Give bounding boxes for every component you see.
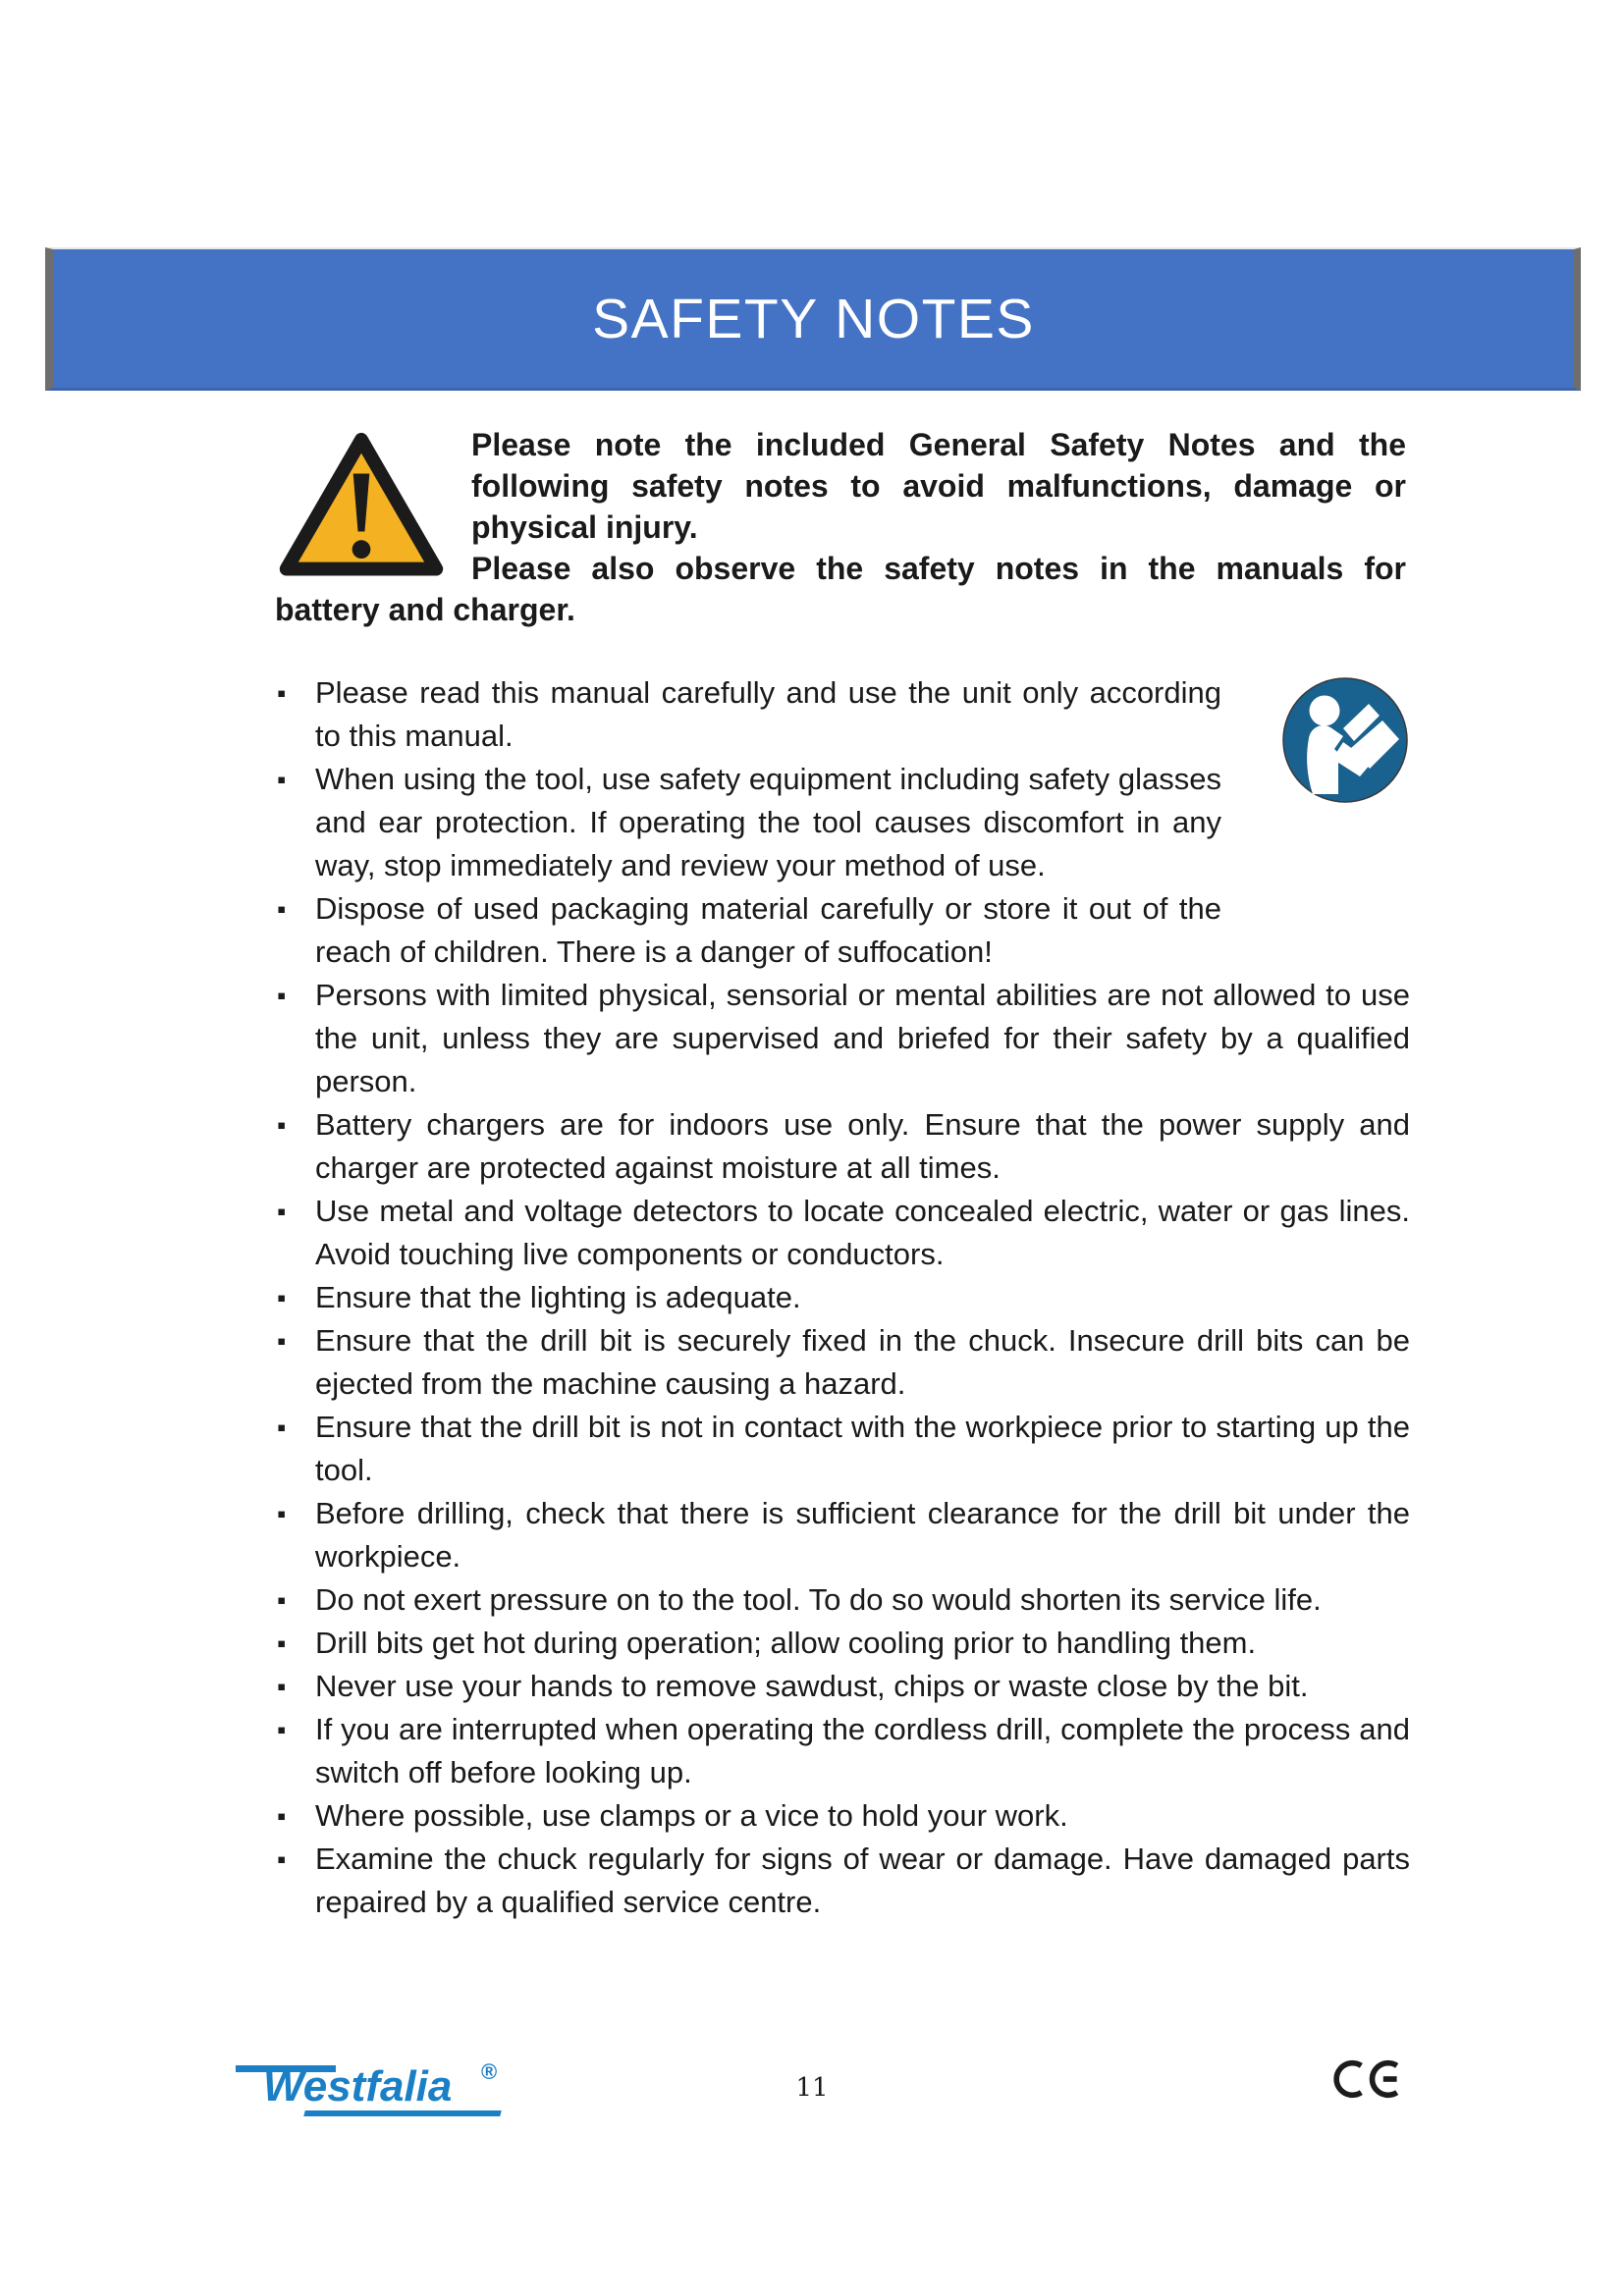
warning-paragraph-2: Please also observe the safety notes in the manuals for battery and charger. [275,551,1406,627]
logo-registered-mark: ® [481,2059,498,2084]
safety-banner [45,247,1581,391]
list-item: ▪ Dispose of used packaging material carefully or store it out of the reach of children. There is a danger of suffocation! [275,887,1410,974]
list-item: ▪ When using the tool, use safety equipment including safety glasses and ear protection. If operating the tool causes discomfort in any way, stop immediately and review your method of use. [275,758,1410,887]
safety-list-section [275,671,1410,1924]
warning-paragraph-1: Please note the included General Safety Notes and the following safety notes to avoid malfunctions, damage or physical injury. [471,427,1406,545]
page-number: 11 [795,2073,829,2103]
page-title: SAFETY NOTES [592,287,1035,350]
list-item: ▪ If you are interrupted when operating the cordless drill, complete the process and switch off before looking up. [275,1708,1410,1794]
list-item: ▪ Please read this manual carefully and use the unit only according to this manual. [275,671,1410,758]
list-item: ▪ Never use your hands to remove sawdust, chips or waste close by the bit. [275,1665,1410,1708]
list-item: ▪ Before drilling, check that there is sufficient clearance for the drill bit under the workpiece. [275,1492,1410,1578]
ce-mark-icon [1333,2054,1406,2105]
list-item: ▪ Examine the chuck regularly for signs of wear or damage. Have damaged parts repaired by a qualified service centre. [275,1838,1410,1924]
list-item: ▪ Do not exert pressure on to the tool. To do so would shorten its service life. [275,1578,1410,1622]
logo-underline [303,2110,501,2116]
list-item: ▪ Ensure that the drill bit is securely fixed in the chuck. Insecure drill bits can be ejected from the machine causing a hazard. [275,1319,1410,1406]
list-item: ▪ Persons with limited physical, sensorial or mental abilities are not allowed to use the unit, unless they are supervised and briefed for their safety by a qualified person. [275,974,1410,1103]
list-item: ▪ Drill bits get hot during operation; allow cooling prior to handling them. [275,1622,1410,1665]
list-item: ▪ Ensure that the drill bit is not in contact with the workpiece prior to starting up the tool. [275,1406,1410,1492]
list-item: ▪ Ensure that the lighting is adequate. [275,1276,1410,1319]
list-item: ▪ Use metal and voltage detectors to locate concealed electric, water or gas lines. Avoid touching live components or conductors. [275,1190,1410,1276]
list-item: ▪ Where possible, use clamps or a vice to hold your work. [275,1794,1410,1838]
list-item: ▪ Battery chargers are for indoors use only. Ensure that the power supply and charger are protected against moisture at all times. [275,1103,1410,1190]
safety-list [275,671,1410,1924]
warning-triangle-icon [275,426,471,585]
logo-text: Westfalia [263,2062,453,2110]
warning-section [275,424,1406,630]
